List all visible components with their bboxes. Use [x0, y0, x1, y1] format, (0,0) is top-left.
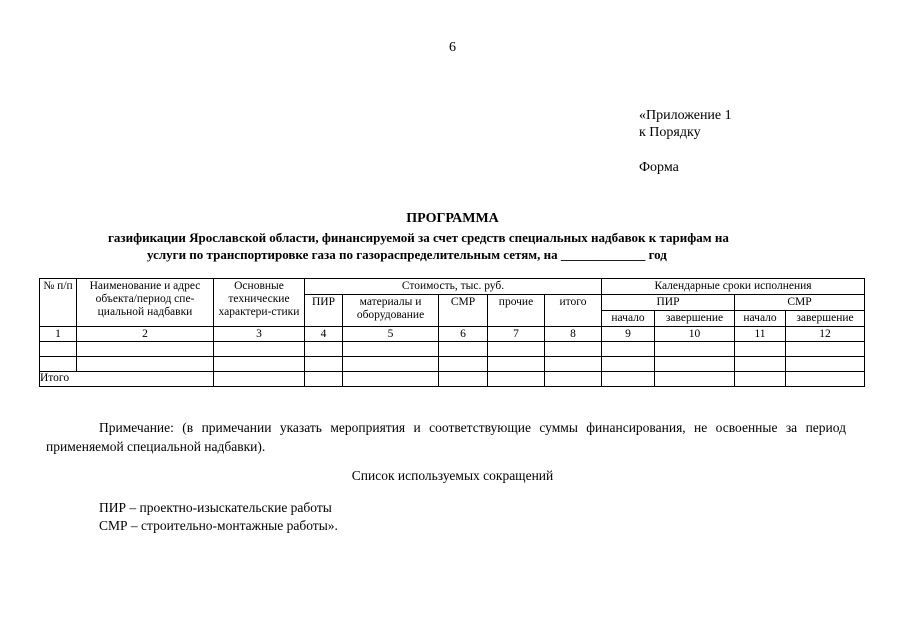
table-cell [439, 342, 488, 357]
document-title: ПРОГРАММА [406, 211, 499, 226]
header-cost-smr: СМР [439, 295, 488, 327]
table-cell [439, 372, 488, 387]
header-cost-pir: ПИР [305, 295, 343, 327]
table-cell [305, 357, 343, 372]
column-number: 9 [602, 327, 655, 342]
table-cell [77, 357, 214, 372]
table-cell [40, 342, 77, 357]
table-cell [77, 342, 214, 357]
column-number: 12 [786, 327, 865, 342]
table-cell [786, 372, 865, 387]
table-cell [488, 357, 545, 372]
appendix-label: «Приложение 1 [639, 108, 732, 123]
table-cell [439, 357, 488, 372]
table-header-row [40, 279, 865, 295]
header-smr-start: начало [735, 311, 786, 327]
header-pir-start: начало [602, 311, 655, 327]
table-cell [343, 357, 439, 372]
table-cell [655, 357, 735, 372]
table-cell [214, 342, 305, 357]
column-number: 10 [655, 327, 735, 342]
column-number: 8 [545, 327, 602, 342]
program-table [39, 278, 865, 387]
table-cell [655, 342, 735, 357]
column-number: 3 [214, 327, 305, 342]
page-number: 6 [449, 40, 456, 55]
document-subtitle-line1: газификации Ярославской области, финансируемой за счет средств специальных надбавок к тарифам на [108, 230, 729, 245]
program-table-container [39, 278, 864, 387]
table-cell [735, 372, 786, 387]
table-row [40, 342, 865, 357]
note-paragraph: Примечание: (в примечании указать мероприятия и соответствующие суммы финансирования, не освоенные за период применяемой специальной надбавки). [46, 420, 846, 454]
header-cal-pir: ПИР [602, 295, 735, 311]
table-cell [545, 372, 602, 387]
table-cell [602, 342, 655, 357]
column-number-row [40, 327, 865, 342]
header-name: Наименование и адрес объекта/период спе-циальной надбавки [77, 279, 214, 327]
table-cell [735, 342, 786, 357]
column-number: 11 [735, 327, 786, 342]
column-number: 1 [40, 327, 77, 342]
table-cell [545, 342, 602, 357]
appendix-reference: к Порядку [639, 125, 701, 140]
table-cell [786, 342, 865, 357]
header-cost-group: Стоимость, тыс. руб. [305, 279, 602, 295]
header-tech: Основные технические характери-стики [214, 279, 305, 327]
column-number: 6 [439, 327, 488, 342]
table-cell [305, 342, 343, 357]
header-cost-other: прочие [488, 295, 545, 327]
header-cost-total: итого [545, 295, 602, 327]
table-cell [488, 372, 545, 387]
table-cell [735, 357, 786, 372]
abbreviation-item: СМР – строительно-монтажные работы». [99, 518, 338, 533]
column-number: 4 [305, 327, 343, 342]
header-calendar-group: Календарные сроки исполнения [602, 279, 865, 295]
abbreviations-title: Список используемых сокращений [351, 468, 554, 483]
table-row [40, 357, 865, 372]
header-cal-smr: СМР [735, 295, 865, 311]
table-cell [214, 357, 305, 372]
column-number: 5 [343, 327, 439, 342]
table-cell [545, 357, 602, 372]
column-number: 2 [77, 327, 214, 342]
table-cell [602, 372, 655, 387]
abbreviation-item: ПИР – проектно-изыскательские работы [99, 500, 332, 515]
table-cell [305, 372, 343, 387]
form-label: Форма [639, 160, 679, 175]
header-num: № п/п [40, 279, 77, 327]
table-cell [786, 357, 865, 372]
total-row [40, 372, 865, 387]
table-cell [488, 342, 545, 357]
total-label: Итого [40, 372, 214, 387]
table-cell [214, 372, 305, 387]
table-cell [343, 342, 439, 357]
document-subtitle-line2: услуги по транспортировке газа по газораспределительным сетям, на _____________ год [147, 247, 667, 262]
table-cell [655, 372, 735, 387]
column-number: 7 [488, 327, 545, 342]
header-cost-materials: материалы и оборудование [343, 295, 439, 327]
header-smr-end: завершение [786, 311, 865, 327]
table-cell [40, 357, 77, 372]
table-cell [602, 357, 655, 372]
table-cell [343, 372, 439, 387]
header-pir-end: завершение [655, 311, 735, 327]
